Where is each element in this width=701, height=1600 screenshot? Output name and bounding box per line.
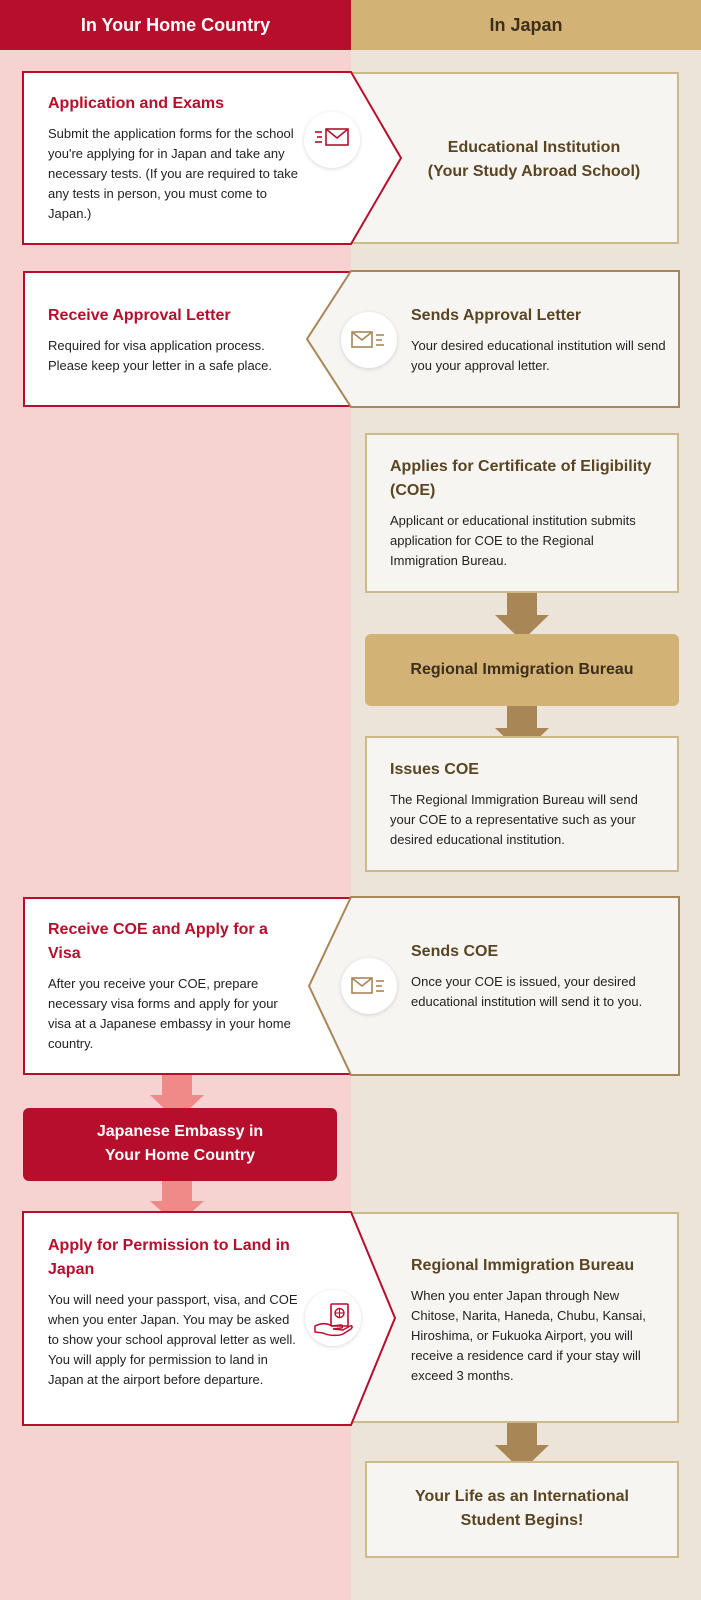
passport-hand-icon <box>305 1290 361 1346</box>
receive-coe-body: After you receive your COE, prepare necessary visa forms and apply for your visa at a Japanese embassy in your home country. <box>48 976 291 1051</box>
japan-header: In Japan <box>351 0 701 50</box>
issues-coe-body: The Regional Immigration Bureau will send your COE to a representative such as your desired educational institution. <box>390 792 638 847</box>
regional-bureau-bar: Regional Immigration Bureau <box>365 634 679 706</box>
permission-body: You will need your passport, visa, and COE when you enter Japan. You may be asked to show your school approval letter as well. You will apply for permission to land in Japan at the airport before departure. <box>48 1292 298 1387</box>
embassy-bar: Japanese Embassy in Your Home Country <box>23 1108 337 1181</box>
sends-letter-title: Sends Approval Letter <box>411 307 582 324</box>
bureau-final-title: Regional Immigration Bureau <box>411 1257 635 1274</box>
permission-step <box>48 1234 298 1390</box>
life-begins-title: Your Life as an International Student Begins! <box>415 1488 629 1529</box>
receive-coe-title: Receive COE and Apply for a Visa <box>48 921 268 962</box>
receive-letter-title: Receive Approval Letter <box>48 307 231 324</box>
issues-coe-title: Issues COE <box>390 761 479 778</box>
bureau-final-body: When you enter Japan through New Chitose, Narita, Haneda, Chubu, Kansai, Hiroshima, or Fukuoka Airport, you will receive a residence card if your stay will exceed 3 months. <box>411 1288 646 1383</box>
institution-title: Educational Institution (Your Study Abroad School) <box>427 139 641 180</box>
sends-coe-title: Sends COE <box>411 943 499 960</box>
sends-coe-body: Once your COE is issued, your desired educational institution will send it to you. <box>411 974 643 1009</box>
home-country-header: In Your Home Country <box>0 0 351 50</box>
applies-coe-body: Applicant or educational institution submits application for COE to the Regional Immigration Bureau. <box>390 513 636 568</box>
bureau-final-step <box>411 1254 669 1386</box>
applies-coe-title: Applies for Certificate of Eligibility (COE) <box>390 458 652 499</box>
receive-letter-body: Required for visa application process. Please keep your letter in a safe place. <box>48 338 273 373</box>
application-body: Submit the application forms for the school you're applying for in Japan and take any necessary tests. (If you are required to take any tests in person, you must come to Japan.) <box>48 126 299 221</box>
permission-title: Apply for Permission to Land in Japan <box>48 1237 290 1278</box>
sends-letter-body: Your desired educational institution will send you your approval letter. <box>411 338 666 373</box>
application-title: Application and Exams <box>48 95 225 112</box>
